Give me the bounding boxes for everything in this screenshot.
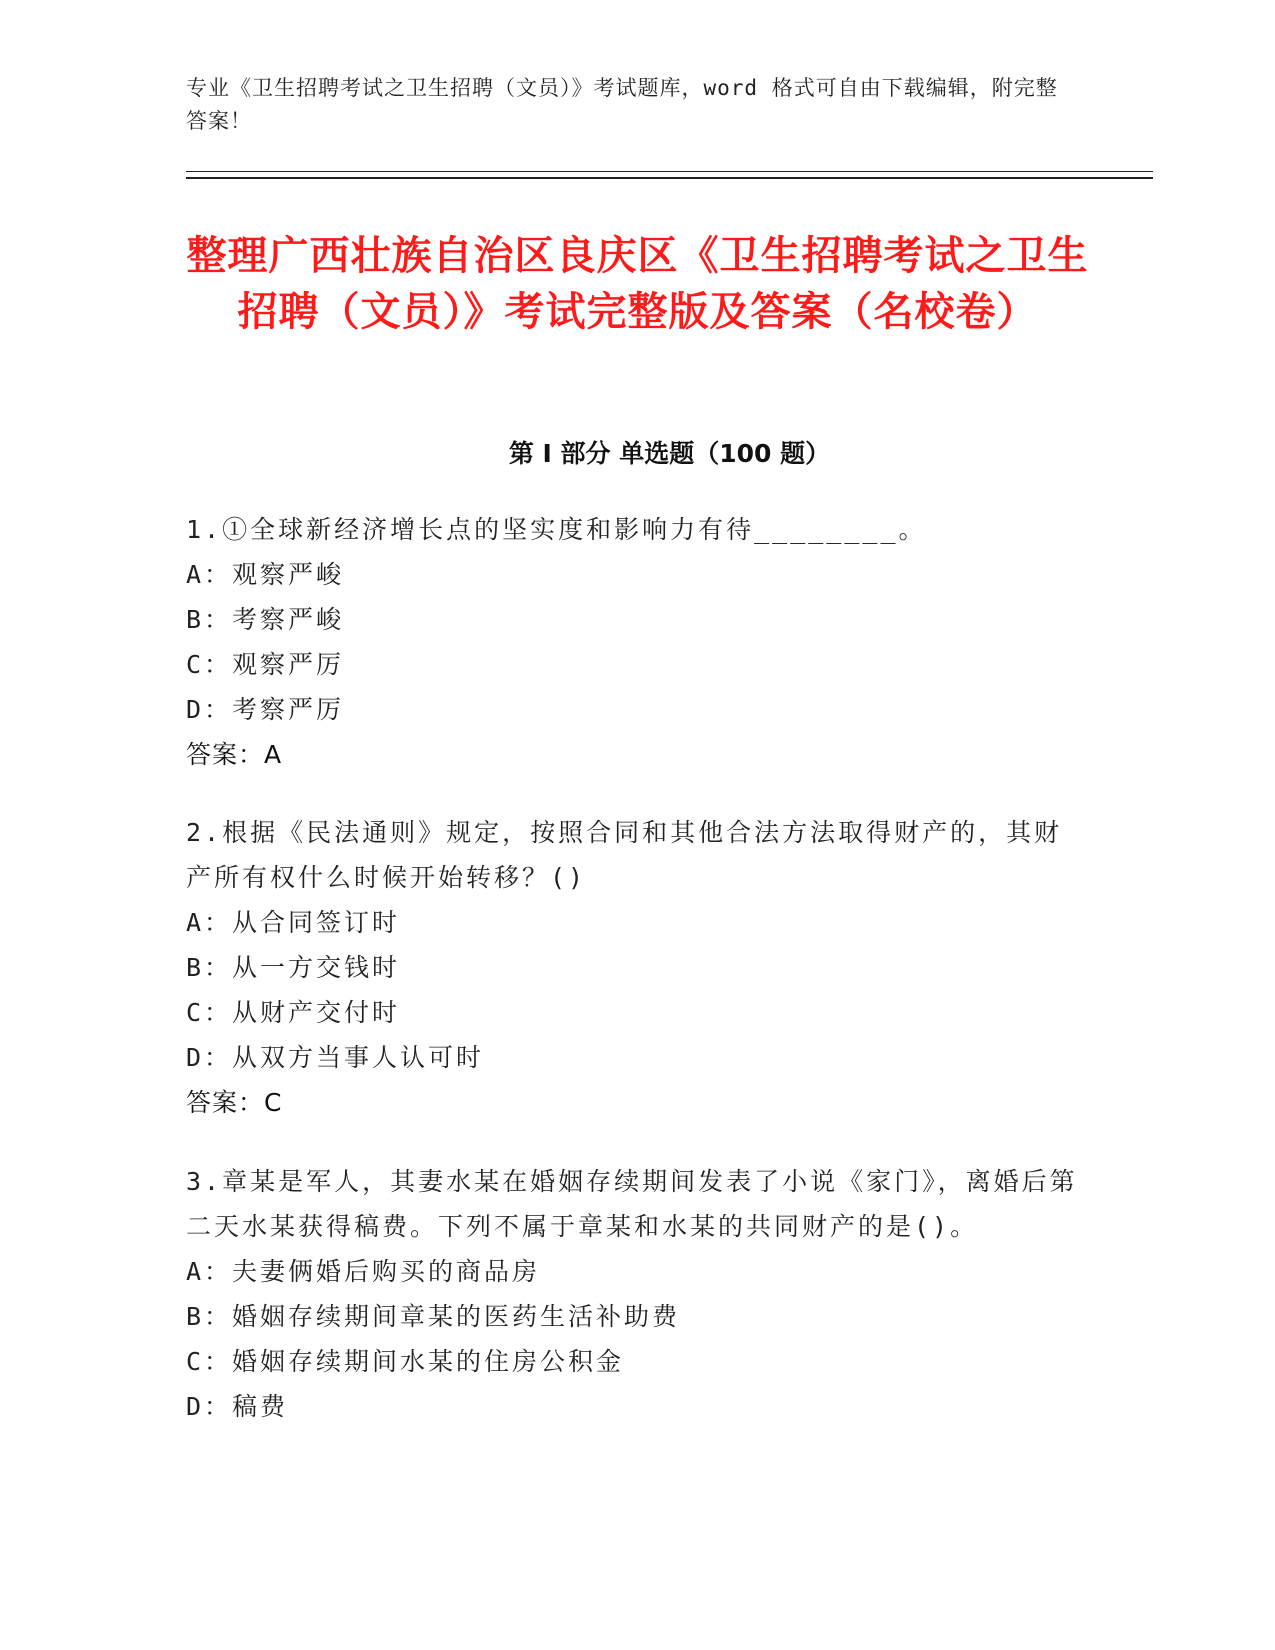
document-title: 整理广西壮族自治区良庆区《卫生招聘考试之卫生招聘（文员）》考试完整版及答案（名校卷） (186, 233, 1089, 335)
option-c: C：婚姻存续期间水某的住房公积金 (186, 1347, 625, 1376)
option-a: A：夫妻俩婚后购买的商品房 (186, 1257, 541, 1286)
header-note: 专业《卫生招聘考试之卫生招聘（文员）》考试题库，word 格式可自由下载编辑，附完整答案！ (186, 76, 1058, 133)
question-1 (186, 507, 1086, 777)
option-b: B：考察严峻 (186, 605, 345, 634)
question-stem: 1.①全球新经济增长点的坚实度和影响力有待________。 (186, 515, 927, 544)
option-a: A：观察严峻 (186, 560, 345, 589)
question-3 (186, 1159, 1086, 1429)
question-2 (186, 810, 1086, 1125)
answer: 答案：C (186, 1088, 283, 1117)
section-title: 第 I 部分 单选题（100 题） (508, 439, 831, 468)
option-c: C：观察严厉 (186, 650, 345, 679)
option-b: B：婚姻存续期间章某的医药生活补助费 (186, 1302, 681, 1331)
question-stem: 3.章某是军人，其妻水某在婚姻存续期间发表了小说《家门》，离婚后第二天水某获得稿费。下列不属于章某和水某的共同财产的是()。 (186, 1167, 1078, 1241)
answer: 答案：A (186, 740, 283, 769)
option-c: C：从财产交付时 (186, 998, 401, 1027)
option-a: A：从合同签订时 (186, 908, 401, 937)
header-rule-thick (186, 177, 1153, 179)
option-d: D：稿费 (186, 1392, 289, 1421)
option-d: D：从双方当事人认可时 (186, 1043, 485, 1072)
option-b: B：从一方交钱时 (186, 953, 401, 982)
question-stem: 2.根据《民法通则》规定，按照合同和其他合法方法取得财产的，其财产所有权什么时候开始转移？() (186, 818, 1063, 892)
option-d: D：考察严厉 (186, 695, 345, 724)
header-rule-thin (186, 171, 1153, 172)
